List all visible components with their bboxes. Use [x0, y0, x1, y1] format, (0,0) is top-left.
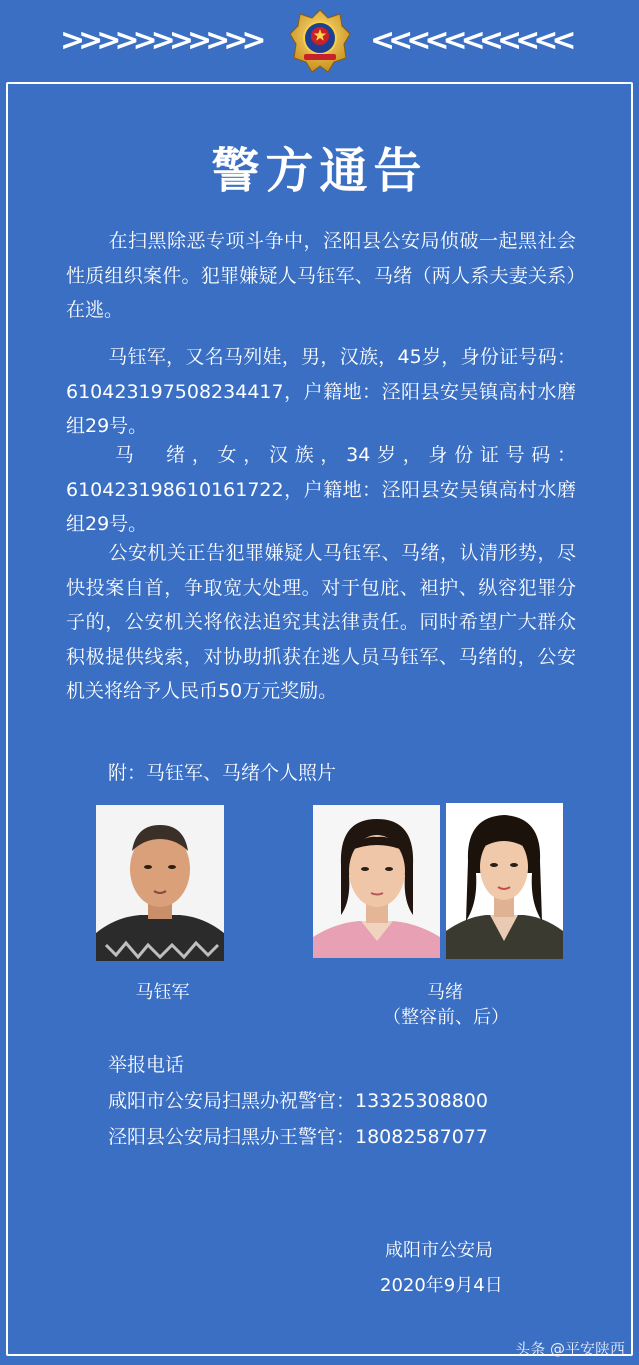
header — [0, 0, 639, 80]
paragraph-warning — [66, 536, 576, 709]
issuer-name: 咸阳市公安局 — [385, 1240, 493, 1261]
right-chevrons-decoration: <<<<<<<<<<< — [370, 23, 570, 58]
paragraph-case-text: 在扫黑除恶专项斗争中，泾阳县公安局侦破一起黑社会性质组织案件。犯罪嫌疑人马钰军、马绪（两人系夫妻关系）在逃。 — [66, 230, 576, 321]
issue-date: 2020年9月4日 — [380, 1275, 503, 1296]
paragraph-suspect-2-text: 马 绪，女，汉族，34岁，身份证号码：610423198610161722，户籍地：泾阳县安吴镇高村水磨组29号。 — [66, 444, 576, 535]
paragraph-warning-text: 公安机关正告犯罪嫌疑人马钰军、马绪，认清形势，尽快投案自首，争取宽大处理。对于包庇、袒护、纵容犯罪分子的，公安机关将依法追究其法律责任。同时希望广大群众积极提供线索，对协助抓获在逃人员马钰军、马绪的，公安机关将给予人民币50万元奖励。 — [66, 542, 576, 702]
report-line-xianyang: 咸阳市公安局扫黑办祝警官：13325308800 — [108, 1090, 488, 1112]
report-heading: 举报电话 — [108, 1054, 185, 1076]
watermark: 头条 @平安陕西 — [515, 1340, 625, 1358]
paragraph-suspect-1-text: 马钰军，又名马列娃，男，汉族，45岁，身份证号码：610423197508234417，户籍地：泾阳县安吴镇高村水磨组29号。 — [66, 346, 576, 437]
paragraph-case — [66, 224, 576, 328]
paragraph-suspect-1 — [66, 340, 576, 444]
photo-ma-xu-after — [446, 803, 563, 959]
caption-ma-yujun: 马钰军 — [135, 982, 190, 1003]
police-badge-icon — [288, 8, 352, 74]
paragraph-attachment-text: 附：马钰军、马绪个人照片 — [108, 762, 337, 784]
caption-ma-xu: 马绪 — [427, 982, 463, 1003]
paragraph-suspect-2 — [66, 438, 576, 542]
photo-ma-xu-before — [313, 805, 440, 958]
left-chevrons-decoration: >>>>>>>>>>> — [60, 23, 260, 58]
paragraph-attachment — [66, 756, 576, 791]
caption-ma-xu-note: （整容前、后） — [383, 1007, 509, 1028]
photo-ma-yujun — [96, 805, 224, 961]
notice-title: 警方通告 — [211, 143, 428, 199]
report-line-jingyang: 泾阳县公安局扫黑办王警官：18082587077 — [108, 1126, 488, 1148]
